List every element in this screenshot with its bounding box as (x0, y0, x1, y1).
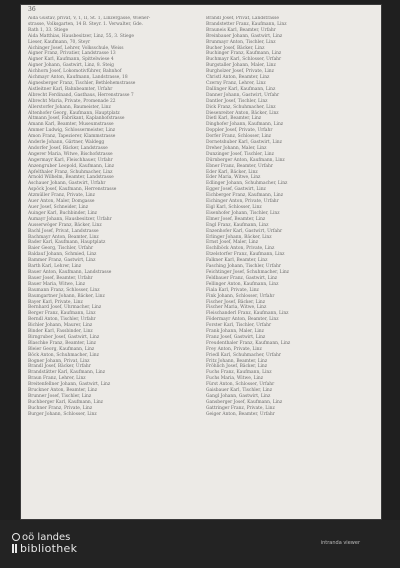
directory-entry: Fürst Anton, Schlosser, Urfahr (206, 382, 275, 388)
directory-entry: Buchmayr Karl, Schlosser, Urfahr (206, 57, 282, 63)
directory-entry: Christl Anton, Beamter, Linz (206, 75, 270, 81)
directory-entry: Rath 1, 33. Stiege (28, 27, 69, 33)
directory-entry: Aignesberger Franz, Tischler, Bethlehemstrasse (28, 80, 136, 86)
directory-entry: Fasching Johann, Tischler, Urfahr (206, 264, 281, 270)
directory-entry: Berger Franz, Kaufmann, Linz (28, 311, 96, 317)
directory-entry: Aigner Karl, Kaufmann, Spittelwiese 4 (28, 57, 114, 63)
directory-entry: Enzenhofer Karl, Gastwirt, Urfahr (206, 228, 283, 234)
directory-entry: Bachl Josef, Privat, Landstrasse (28, 228, 99, 234)
directory-entry: Bachmayr Anton, Beamter, Linz (28, 234, 99, 240)
directory-entry: Breinbauer Johann, Gastwirt, Linz (206, 33, 283, 39)
directory-entry: Eder Karl, Bäcker, Linz (206, 169, 258, 175)
directory-entry: Anderle Johann, Gärtner, Waldegg (28, 140, 105, 146)
directory-entry: Böck Anton, Schuhmacher, Linz (28, 352, 99, 358)
right-column (206, 16, 376, 508)
directory-entry: Brunner Josef, Tischler, Linz (28, 394, 92, 399)
directory-entry: Aichhorn Josef, Lokomotivführer, Bahnhof (28, 69, 122, 75)
viewer-label[interactable]: intranda viewer (320, 540, 360, 546)
directory-entry: Buchner Franz, Private, Linz (28, 405, 93, 411)
directory-entry: strasse, Volksgarten, 14 B. Steyr. 1. Verwalter, Gde. (28, 21, 144, 27)
directory-entry: Fischer Maria, Witwe, Linz (206, 305, 267, 311)
directory-entry: Dürnberger Anton, Kaufmann, Linz (206, 157, 285, 163)
directory-entry: Gangl Johann, Gastwirt, Linz (206, 394, 271, 399)
directory-entry: Eichinger Anton, Private, Urfahr (206, 199, 279, 205)
directory-entry: Burgholzer Josef, Private, Linz (206, 69, 274, 75)
directory-entry: Bogner Johann, Privat, Linz (28, 358, 90, 364)
directory-entry: Aigner Franz, Privatier, Landstrasse 13 (28, 51, 116, 57)
directory-entry: Bichler Johann, Maurer, Linz (28, 323, 93, 329)
directory-entry: Födermayr Anton, Beamter, Linz (206, 317, 279, 323)
directory-entry: Eder Maria, Witwe, Linz (206, 175, 261, 181)
directory-entry: Feldbauer Franz, Gastwirt, Linz (206, 275, 278, 281)
directory-entry: Fiala Karl, Private, Linz (206, 287, 259, 293)
directory-entry: Brandl Josef, Bäcker, Urfahr (28, 364, 91, 370)
directory-entry: Altenhofer Georg, Kaufmann, Hauptplatz (28, 110, 120, 116)
directory-entry: Doppler Josef, Private, Urfahr (206, 128, 273, 134)
directory-entry: Fuchs Franz, Kaufmann, Linz (206, 370, 272, 376)
directory-entry: Braun Franz, Lehrer, Linz (28, 376, 86, 382)
directory-entry: Fink Johann, Schlosser, Urfahr (206, 293, 275, 299)
directory-entry: Fischer Josef, Bäcker, Linz (206, 299, 266, 305)
directory-entry: Bleier Georg, Kaufmann, Linz (28, 346, 95, 352)
directory-entry: Allerstorfer Johann, Baumeister, Linz (28, 104, 111, 110)
directory-entry: Albrecht Ferdinand, Gasthaus, Herrenstrasse 7 (28, 92, 134, 98)
directory-entry: Amon Franz, Tapezierer, Klammstrasse (28, 134, 116, 140)
directory-entry: Baumgartner Johann, Bäcker, Linz (28, 293, 105, 299)
directory-entry: Frank Johann, Maler, Linz (206, 329, 264, 335)
directory-entry: Eschlböck Anton, Private, Linz (206, 246, 275, 252)
directory-entry: Buchberger Karl, Kaufmann, Linz (28, 399, 103, 405)
directory-entry: Baldauf Johann, Schmied, Linz (28, 252, 97, 258)
page-number: 36 (28, 6, 36, 13)
viewer-footer (0, 520, 400, 568)
directory-entry: Bruckner Anton, Beamter, Linz (28, 388, 98, 394)
directory-entry: Angerer Maria, Witwe, Bischofstrasse (28, 151, 113, 157)
logo-circle-icon (12, 533, 20, 541)
library-logo[interactable] (12, 532, 77, 556)
directory-entry: Arnold Wilhelm, Beamter, Landstrasse (28, 175, 114, 181)
directory-entry: Aistleitner Karl, Bahnbeamter, Urfahr (28, 86, 113, 92)
directory-entry: Breitenfellner Johann, Gastwirt, Linz (28, 382, 111, 388)
directory-entry: Gansberger Josef, Kaufmann, Linz (206, 399, 283, 405)
directory-entry: Angermayr Karl, Fleischhauer, Urfahr (28, 157, 113, 163)
directory-entry: Bauer Josef, Beamter, Urfahr (28, 275, 93, 281)
directory-entry: Franz Josef, Gastwirt, Linz (206, 334, 266, 340)
directory-entry: Andorfer Josef, Bäcker, Landstrasse (28, 145, 108, 151)
directory-entry: Brauneis Karl, Beamter, Urfahr (206, 27, 276, 33)
directory-entry: Fritz Johann, Beamter, Linz (206, 358, 268, 364)
directory-entry: Bayer Karl, Private, Linz (28, 299, 83, 305)
directory-entry: Aichinger Josef, Lehrer, Volksschule, Weiss (28, 45, 124, 51)
directory-entry: Aspöck Josef, Kaufmann, Herrenstrasse (28, 187, 117, 193)
directory-entry: Bauer Anton, Kaufmann, Landstrasse (28, 269, 112, 275)
directory-entry: Dreher Johann, Maler, Linz (206, 145, 267, 151)
directory-entry: Albrecht Maria, Private, Promenade 22 (28, 98, 116, 104)
directory-entry: Bader Karl, Kaufmann, Hauptplatz (28, 240, 106, 246)
directory-entry: Dick Franz, Schuhmacher, Linz (206, 104, 276, 110)
directory-entry: Engl Franz, Kaufmann, Linz (206, 222, 269, 228)
directory-entry: Aschauer Johann, Gastwirt, Urfahr (28, 181, 106, 187)
directory-entry: Dorfer Franz, Schlosser, Linz (206, 134, 271, 140)
directory-entry: Dinghofer Johann, Kaufmann, Linz (206, 122, 284, 128)
directory-entry: Apfelthaler Franz, Schuhmacher, Linz (28, 169, 113, 175)
directory-entry: Dietl Karl, Beamter, Linz (206, 116, 262, 122)
logo-line1: oö landes (22, 532, 71, 543)
directory-entry: Diesenreiter Anton, Bäcker, Linz (206, 110, 279, 116)
directory-entry: Altmann Josef, Fabrikant, Kaplanhofstrasse (28, 116, 125, 122)
logo-bars-icon (12, 544, 18, 556)
directory-entry: Bernhard Josef, Uhrmacher, Linz (28, 305, 102, 311)
directory-entry: Danner Johann, Gastwirt, Urfahr (206, 92, 280, 98)
directory-entry: Eichberger Franz, Kaufmann, Linz (206, 193, 284, 199)
directory-entry: Ausserwöger Franz, Bäcker, Linz (28, 222, 102, 228)
directory-entry: Etzelstorfer Franz, Kaufmann, Linz (206, 252, 285, 258)
directory-entry: Birngruber Josef, Gastwirt, Linz (28, 334, 100, 340)
directory-entry: Lieser, Kaufmann, 70, Steyr (28, 39, 91, 45)
directory-entry: Brandl Josef, Privat, Landstrasse (206, 16, 280, 21)
directory-entry: Amann Karl, Beamter, Museumstrasse (28, 122, 114, 128)
scanned-page (20, 4, 382, 520)
directory-entry: Gattringer Franz, Private, Linz (206, 405, 275, 411)
directory-entry: Aida Gustav, privat, V, 1, II, St. 1, Linzergasse, Wiener- (28, 16, 151, 21)
directory-entry: Fellinger Anton, Kaufmann, Linz (206, 281, 279, 287)
directory-entry: Egger Josef, Gastwirt, Linz (206, 187, 266, 193)
directory-entry: Dornetshuber Karl, Gastwirt, Linz (206, 140, 282, 146)
directory-entry: Frey Anton, Private, Linz (206, 346, 262, 352)
directory-entry: Auer Josef, Schneider, Linz (28, 205, 89, 210)
directory-entry: Bammer Franz, Gastwirt, Linz (28, 258, 96, 264)
directory-entry: Auinger Karl, Buchbinder, Linz (28, 210, 97, 216)
directory-entry: Aumayr Johann, Hausbesitzer, Urfahr (28, 216, 112, 222)
directory-entry: Burgstaller Johann, Maler, Linz (206, 63, 276, 69)
directory-entry: Auer Anton, Maler, Domgasse (28, 199, 95, 205)
left-column (28, 16, 198, 508)
directory-entry: Dantler Josef, Tischler, Linz (206, 98, 268, 104)
directory-entry: Dallinger Karl, Kaufmann, Linz (206, 86, 276, 92)
directory-entry: Aigner Johann, Gastwirt, Linz, 8. Steig (28, 63, 114, 69)
directory-entry: Erlinger Johann, Bäcker, Linz (206, 234, 272, 240)
directory-entry: Binder Karl, Fassbinder, Linz (28, 329, 93, 335)
directory-entry: Burger Johann, Schlosser, Linz (28, 411, 97, 417)
directory-entry: Brandstetter Franz, Kaufmann, Linz (206, 21, 287, 27)
directory-entry: Bucher Josef, Bäcker, Linz (206, 45, 265, 51)
directory-entry: Ebner Franz, Beamter, Urfahr (206, 163, 273, 169)
directory-entry: Fleischanderl Franz, Kaufmann, Linz (206, 311, 289, 317)
directory-entry: Baumann Franz, Schlosser, Linz (28, 287, 100, 293)
directory-entry: Falkner Karl, Beamter, Linz (206, 258, 268, 264)
directory-entry: Barth Karl, Lehrer, Linz (28, 264, 82, 270)
directory-entry: Brandstätter Karl, Kaufmann, Linz (28, 370, 106, 376)
directory-entry: Dunzinger Josef, Tischler, Linz (206, 151, 274, 157)
directory-entry: Czerny Franz, Lehrer, Linz (206, 80, 266, 86)
logo-line2: bibliothek (20, 542, 78, 555)
directory-entry: Freudenthaler Franz, Kaufmann, Linz (206, 340, 291, 346)
directory-entry: Geiger Anton, Beamter, Urfahr (206, 411, 275, 417)
directory-entry: Eigl Karl, Schlosser, Linz (206, 205, 262, 210)
directory-entry: Elmer Josef, Beamter, Linz (206, 216, 266, 222)
directory-entry: Fröhlich Josef, Bäcker, Linz (206, 364, 268, 370)
directory-entry: Gaisbauer Karl, Tischler, Linz (206, 388, 273, 394)
directory-entry: Ernst Josef, Maler, Linz (206, 240, 259, 246)
directory-entry: Baier Georg, Tischler, Urfahr (28, 246, 94, 252)
directory-entry: Atzmüller Franz, Private, Linz (28, 193, 95, 199)
directory-entry: Friedl Karl, Schuhmacher, Urfahr (206, 352, 281, 358)
directory-entry: Aichmayr Anton, Kaufmann, Landstrasse, 18 (28, 75, 128, 81)
directory-entry: Berndl Anton, Tischler, Urfahr (28, 317, 96, 323)
directory-entry: Buchinger Franz, Kaufmann, Linz (206, 51, 282, 57)
directory-entry: Fuchs Maria, Witwe, Linz (206, 376, 264, 382)
directory-entry: Brunmayr Anton, Tischler, Linz (206, 39, 276, 45)
directory-entry: Blaschke Franz, Beamter, Linz (28, 340, 96, 346)
directory-entry: Forster Karl, Tischler, Urfahr (206, 323, 272, 329)
directory-entry: Eisenhofer Johann, Tischler, Linz (206, 210, 280, 216)
directory-entry: Edlinger Johann, Schuhmacher, Linz (206, 181, 288, 187)
directory-entry: Ammer Ludwig, Schlossermeister, Linz (28, 128, 116, 134)
directory-entry: Anzengruber Leopold, Kaufmann, Linz (28, 163, 115, 169)
directory-entry: Bauer Maria, Witwe, Linz (28, 281, 86, 287)
directory-entry: Feichtinger Josef, Schuhmacher, Linz (206, 269, 289, 275)
directory-entry: Aida Matthias, Hausbesitzer, Linz, 55, 3. Stiege (28, 33, 135, 39)
